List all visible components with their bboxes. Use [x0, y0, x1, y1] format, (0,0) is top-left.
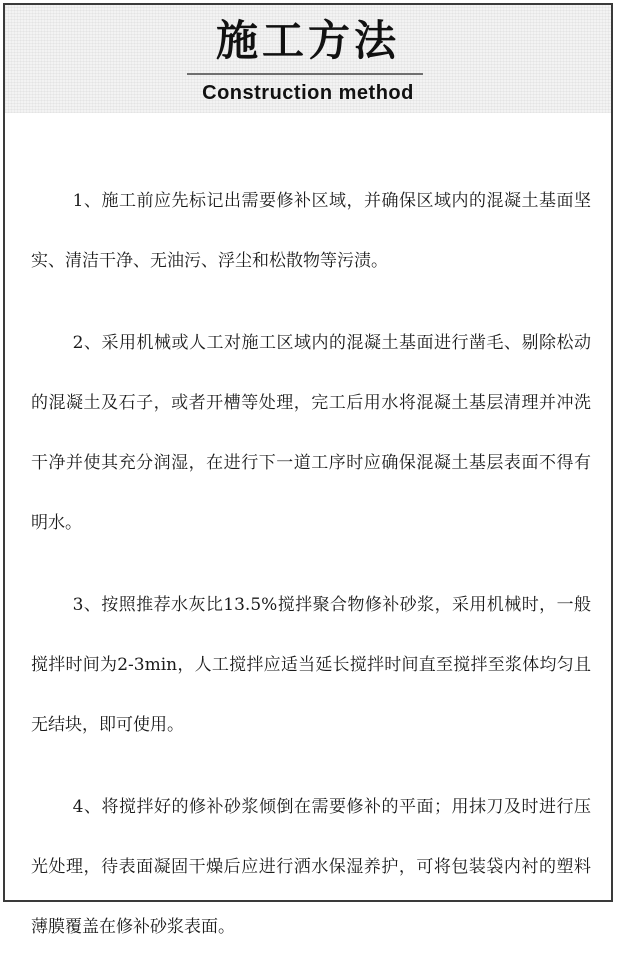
- step-paragraph-2: 2、采用机械或人工对施工区域内的混凝土基面进行凿毛、剔除松动的混凝土及石子，或者开槽等处理，完工后用水将混凝土基层清理并冲洗干净并使其充分润湿，在进行下一道工序时应确保混凝土基层表面不得有明水。: [31, 333, 591, 533]
- step-paragraph-1: 1、施工前应先标记出需要修补区域，并确保区域内的混凝土基面坚实、清洁干净、无油污、浮尘和松散物等污渍。: [31, 191, 591, 271]
- page-subtitle: Construction method: [202, 82, 414, 104]
- step-paragraph-3: 3、按照推荐水灰比13.5%搅拌聚合物修补砂浆，采用机械时，一般搅拌时间为2-3min，人工搅拌应适当延长搅拌时间直至搅拌至浆体均匀且无结块，即可使用。: [31, 595, 591, 735]
- document-frame: [3, 3, 613, 937]
- title-banner: [5, 5, 611, 113]
- title-divider: [187, 73, 423, 75]
- instructions-body: [31, 171, 591, 979]
- step-paragraph-4: 4、将搅拌好的修补砂浆倾倒在需要修补的平面；用抹刀及时进行压光处理，待表面凝固干燥后应进行洒水保湿养护，可将包装袋内衬的塑料薄膜覆盖在修补砂浆表面。: [31, 797, 591, 937]
- page-title: 施工方法: [215, 16, 400, 65]
